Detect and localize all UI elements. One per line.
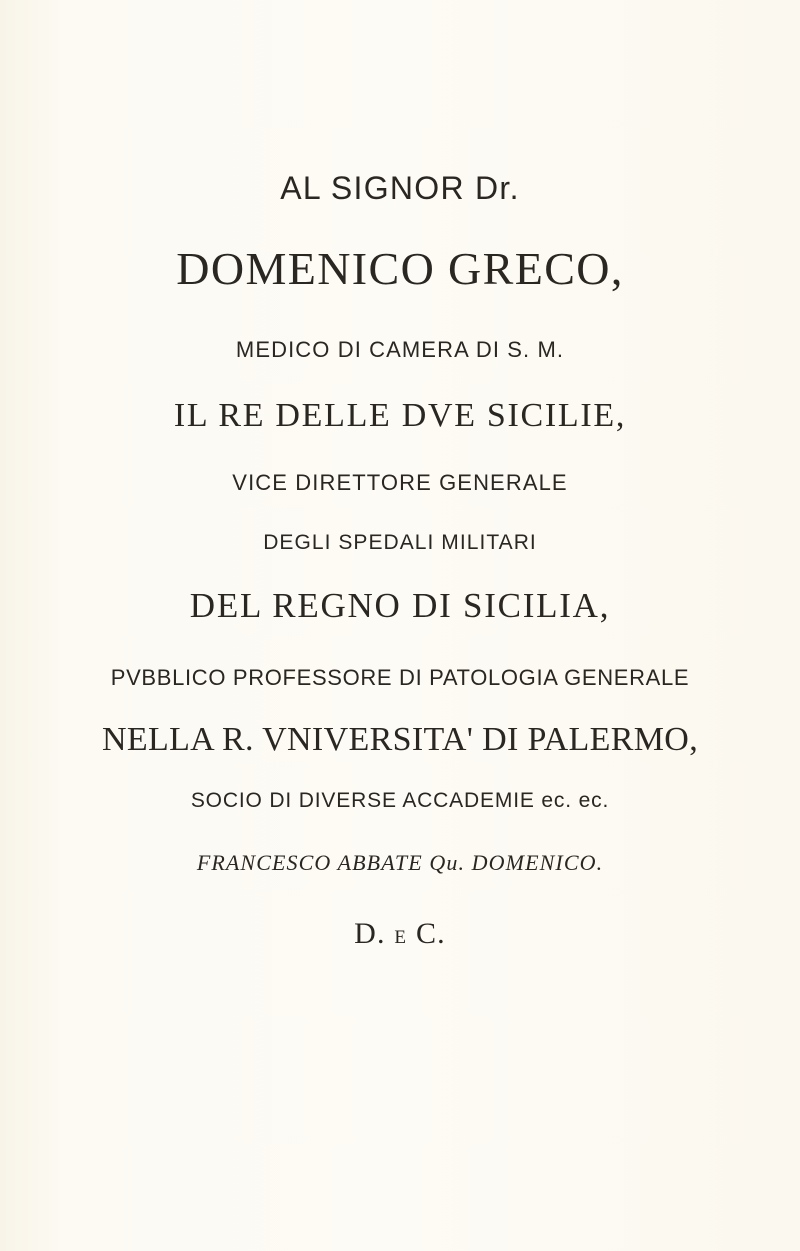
dedicatee-name: DOMENICO GRECO, (176, 243, 624, 294)
dedicatee-title-line-5: DEL REGNO DI SICILIA, (189, 586, 611, 625)
dedicatee-title-line-8: SOCIO DI DIVERSE ACCADEMIE ec. ec. (190, 789, 610, 812)
dedicatee-title-line-1: MEDICO DI CAMERA DI S. M. (235, 337, 565, 362)
dedication-heading: AL SIGNOR Dr. (280, 170, 520, 206)
dedicatee-title-line-2: IL RE DELLE DVE SICILIE, (173, 397, 627, 434)
dedicatee-title-line-7: NELLA R. VNIVERSITA' DI PALERMO, (101, 721, 699, 758)
signoff-last: C. (415, 917, 446, 950)
dedicatee-title-line-3: VICE DIRETTORE GENERALE (232, 470, 568, 495)
signoff-middle: E (394, 927, 408, 948)
signoff-first: D. (354, 917, 386, 950)
dedicatee-title-line-4: DEGLI SPEDALI MILITARI (263, 531, 537, 554)
author-line: FRANCESCO ABBATE Qu. DOMENICO. (196, 850, 604, 875)
signoff (0, 917, 800, 951)
dedicatee-title-line-6: PVBBLICO PROFESSORE DI PATOLOGIA GENERALE (110, 665, 690, 690)
